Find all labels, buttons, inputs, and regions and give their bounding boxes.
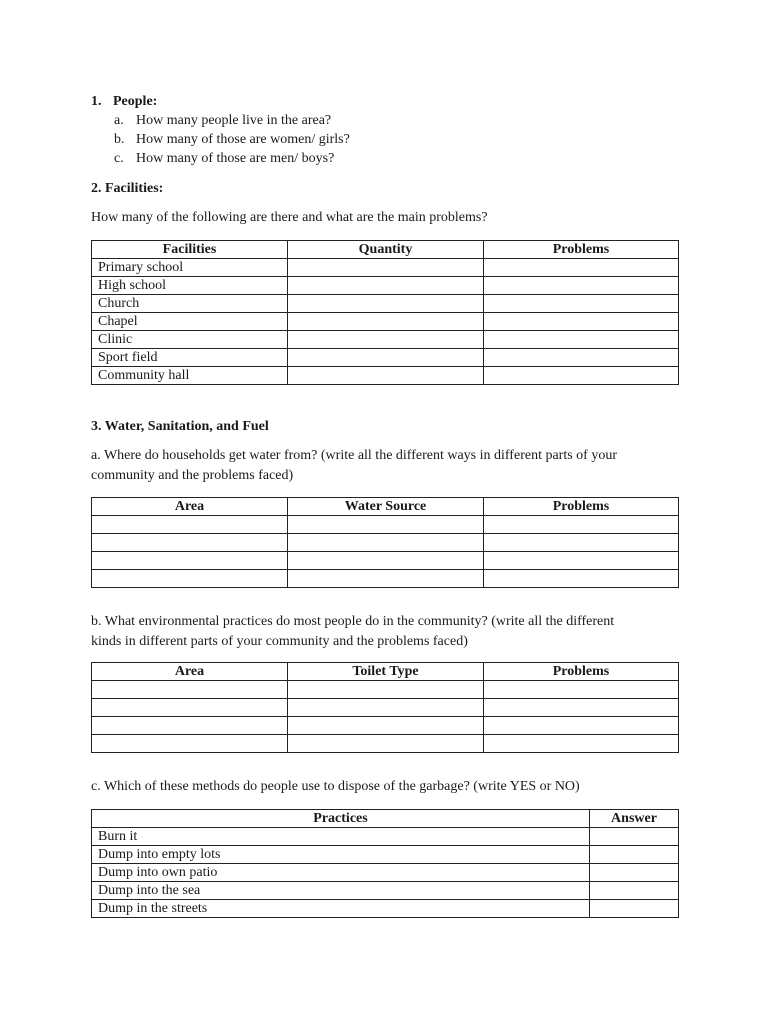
quantity-cell[interactable] bbox=[288, 313, 484, 331]
area-cell[interactable] bbox=[92, 552, 288, 570]
problems-cell[interactable] bbox=[484, 331, 679, 349]
quantity-cell[interactable] bbox=[288, 277, 484, 295]
area-cell[interactable] bbox=[92, 699, 288, 717]
water-source-cell[interactable] bbox=[288, 534, 484, 552]
garbage-disposal-table bbox=[91, 809, 679, 918]
practice-name: Burn it bbox=[92, 828, 590, 846]
table-row bbox=[92, 313, 679, 331]
problems-cell[interactable] bbox=[484, 552, 679, 570]
quantity-cell[interactable] bbox=[288, 349, 484, 367]
header-answer: Answer bbox=[590, 810, 679, 828]
quantity-cell[interactable] bbox=[288, 331, 484, 349]
table-row bbox=[92, 349, 679, 367]
section2-question: How many of the following are there and what are the main problems? bbox=[91, 210, 488, 225]
quantity-cell[interactable] bbox=[288, 259, 484, 277]
facility-name: Primary school bbox=[92, 259, 288, 277]
table-row bbox=[92, 259, 679, 277]
header-problems: Problems bbox=[484, 498, 679, 516]
header-practices: Practices bbox=[92, 810, 590, 828]
toilet-type-cell[interactable] bbox=[288, 717, 484, 735]
table-row bbox=[92, 717, 679, 735]
table-row bbox=[92, 681, 679, 699]
question-a-line1: a. Where do households get water from? (write all the different ways in different parts of your bbox=[91, 448, 617, 463]
question-b-line2: kinds in different parts of your community and the problems faced) bbox=[91, 634, 468, 649]
toilet-type-table bbox=[91, 662, 679, 753]
section1-item-b-letter: b. bbox=[114, 132, 125, 147]
problems-cell[interactable] bbox=[484, 516, 679, 534]
table-header-row bbox=[92, 241, 679, 259]
section1-number: 1. bbox=[91, 94, 102, 109]
section1-item-a-text: How many people live in the area? bbox=[136, 113, 332, 128]
header-quantity: Quantity bbox=[288, 241, 484, 259]
problems-cell[interactable] bbox=[484, 277, 679, 295]
problems-cell[interactable] bbox=[484, 735, 679, 753]
practice-name: Dump into empty lots bbox=[92, 846, 590, 864]
quantity-cell[interactable] bbox=[288, 295, 484, 313]
facility-name: High school bbox=[92, 277, 288, 295]
table-row bbox=[92, 516, 679, 534]
section3-title: 3. Water, Sanitation, and Fuel bbox=[91, 419, 269, 434]
table-row bbox=[92, 735, 679, 753]
question-c: c. Which of these methods do people use to dispose of the garbage? (write YES or NO) bbox=[91, 779, 580, 794]
facilities-table bbox=[91, 240, 679, 385]
table-row bbox=[92, 864, 679, 882]
question-a-line2: community and the problems faced) bbox=[91, 468, 294, 483]
area-cell[interactable] bbox=[92, 534, 288, 552]
quantity-cell[interactable] bbox=[288, 367, 484, 385]
facility-name: Clinic bbox=[92, 331, 288, 349]
question-b-line1: b. What environmental practices do most people do in the community? (write all the different bbox=[91, 614, 615, 629]
problems-cell[interactable] bbox=[484, 259, 679, 277]
table-row bbox=[92, 570, 679, 588]
problems-cell[interactable] bbox=[484, 349, 679, 367]
table-row bbox=[92, 295, 679, 313]
area-cell[interactable] bbox=[92, 570, 288, 588]
practice-name: Dump into own patio bbox=[92, 864, 590, 882]
water-source-cell[interactable] bbox=[288, 552, 484, 570]
answer-cell[interactable] bbox=[590, 864, 679, 882]
facility-name: Sport field bbox=[92, 349, 288, 367]
header-problems: Problems bbox=[484, 241, 679, 259]
header-water-source: Water Source bbox=[288, 498, 484, 516]
area-cell[interactable] bbox=[92, 735, 288, 753]
header-area: Area bbox=[92, 498, 288, 516]
problems-cell[interactable] bbox=[484, 681, 679, 699]
water-source-cell[interactable] bbox=[288, 570, 484, 588]
table-row bbox=[92, 367, 679, 385]
water-source-table bbox=[91, 497, 679, 588]
table-header-row bbox=[92, 663, 679, 681]
table-row bbox=[92, 699, 679, 717]
answer-cell[interactable] bbox=[590, 882, 679, 900]
toilet-type-cell[interactable] bbox=[288, 699, 484, 717]
facility-name: Chapel bbox=[92, 313, 288, 331]
area-cell[interactable] bbox=[92, 681, 288, 699]
problems-cell[interactable] bbox=[484, 534, 679, 552]
problems-cell[interactable] bbox=[484, 367, 679, 385]
section2-title: 2. Facilities: bbox=[91, 181, 164, 196]
section1-title: People: bbox=[113, 94, 158, 109]
practice-name: Dump in the streets bbox=[92, 900, 590, 918]
table-row bbox=[92, 552, 679, 570]
table-row bbox=[92, 882, 679, 900]
table-row bbox=[92, 900, 679, 918]
answer-cell[interactable] bbox=[590, 900, 679, 918]
table-row bbox=[92, 828, 679, 846]
table-header-row bbox=[92, 498, 679, 516]
header-toilet-type: Toilet Type bbox=[288, 663, 484, 681]
answer-cell[interactable] bbox=[590, 828, 679, 846]
section1-item-b-text: How many of those are women/ girls? bbox=[136, 132, 350, 147]
facility-name: Community hall bbox=[92, 367, 288, 385]
table-row bbox=[92, 846, 679, 864]
table-row bbox=[92, 331, 679, 349]
section1-item-a-letter: a. bbox=[114, 113, 124, 128]
table-row bbox=[92, 534, 679, 552]
facility-name: Church bbox=[92, 295, 288, 313]
problems-cell[interactable] bbox=[484, 313, 679, 331]
problems-cell[interactable] bbox=[484, 295, 679, 313]
header-problems: Problems bbox=[484, 663, 679, 681]
table-row bbox=[92, 277, 679, 295]
water-source-cell[interactable] bbox=[288, 516, 484, 534]
practice-name: Dump into the sea bbox=[92, 882, 590, 900]
toilet-type-cell[interactable] bbox=[288, 681, 484, 699]
header-area: Area bbox=[92, 663, 288, 681]
answer-cell[interactable] bbox=[590, 846, 679, 864]
problems-cell[interactable] bbox=[484, 699, 679, 717]
problems-cell[interactable] bbox=[484, 570, 679, 588]
section1-item-c-letter: c. bbox=[114, 151, 124, 166]
area-cell[interactable] bbox=[92, 717, 288, 735]
table-header-row bbox=[92, 810, 679, 828]
toilet-type-cell[interactable] bbox=[288, 735, 484, 753]
header-facilities: Facilities bbox=[92, 241, 288, 259]
problems-cell[interactable] bbox=[484, 717, 679, 735]
section1-item-c-text: How many of those are men/ boys? bbox=[136, 151, 335, 166]
area-cell[interactable] bbox=[92, 516, 288, 534]
